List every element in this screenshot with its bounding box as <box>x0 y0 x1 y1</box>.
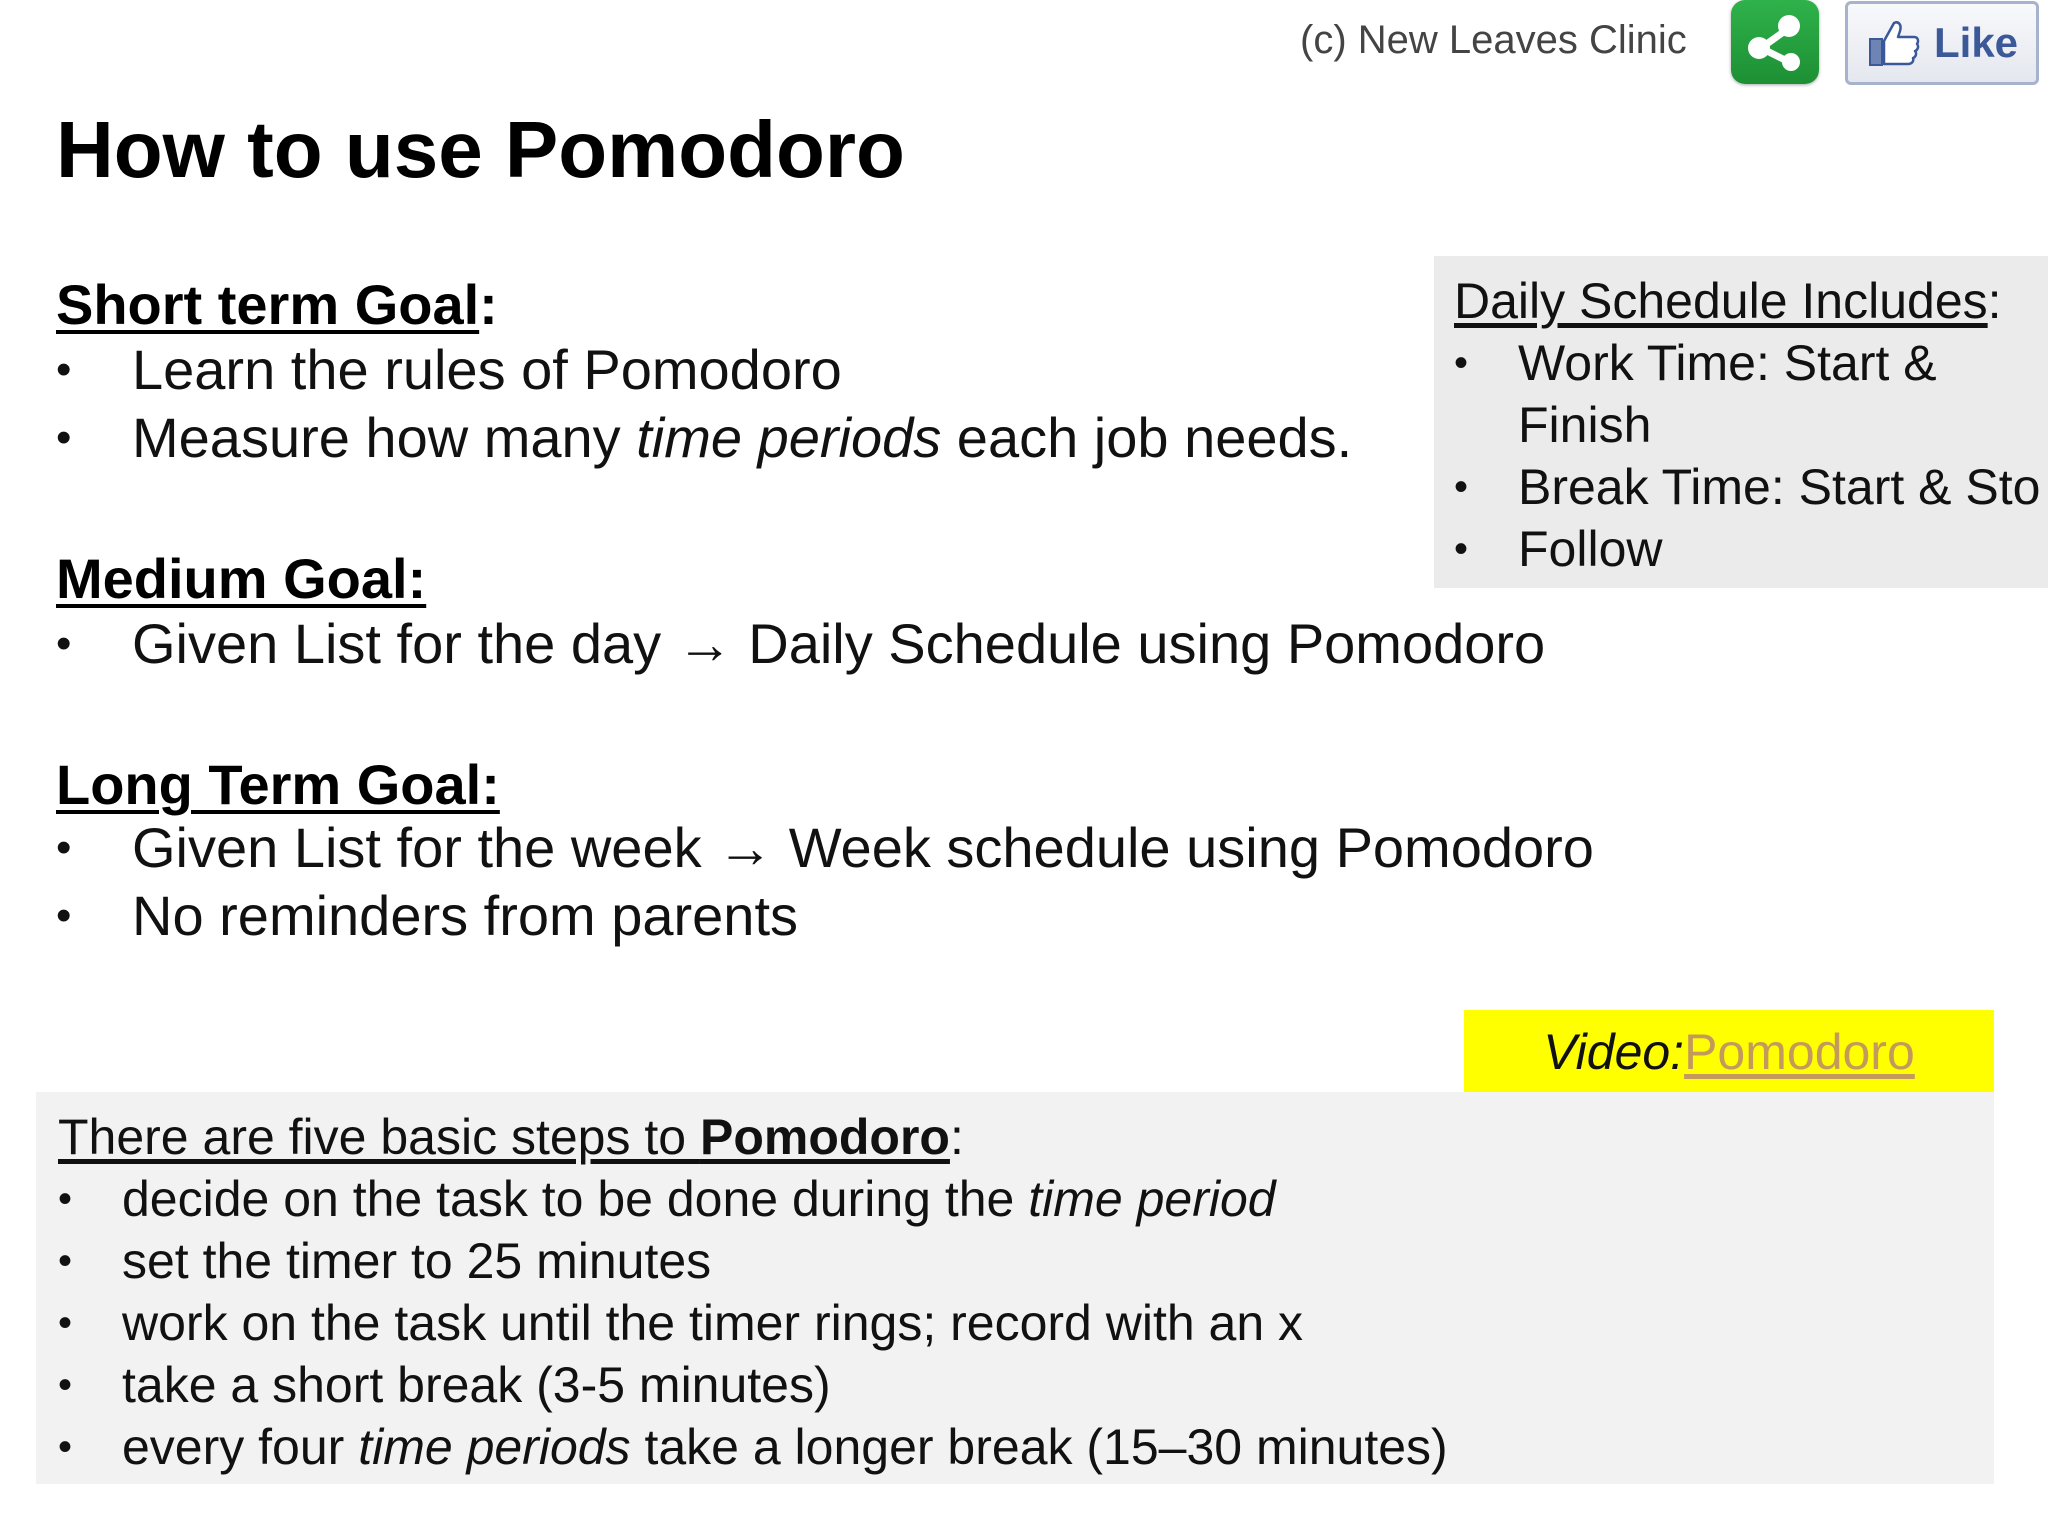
short-term-item-2-before: Measure how many <box>132 406 637 469</box>
list-item <box>58 1230 1448 1292</box>
daily-schedule-item-1-cont: Finish <box>1518 397 1652 453</box>
bullet: • <box>1454 527 1469 571</box>
daily-schedule-title-text: Daily Schedule Includes <box>1454 273 1988 329</box>
list-item <box>1454 518 2040 580</box>
step-2-before: set the timer to 25 minutes <box>122 1233 712 1289</box>
arrow-icon: → <box>717 816 774 879</box>
steps-title <box>58 1108 964 1166</box>
video-link[interactable]: Pomodoro <box>1684 1024 1915 1080</box>
like-label: Like <box>1934 19 2019 66</box>
short-term-heading <box>56 272 498 337</box>
medium-item-before: Given List for the day <box>132 612 677 675</box>
step-5-italic: time periods <box>358 1419 631 1475</box>
long-term-heading <box>56 752 500 817</box>
long-term-list <box>56 814 1594 950</box>
medium-goal-heading-text: Medium Goal: <box>56 547 427 610</box>
steps-title-underlined <box>58 1109 950 1165</box>
list-item <box>56 336 1352 404</box>
page-title: How to use Pomodoro <box>56 105 905 194</box>
list-item <box>58 1292 1448 1354</box>
short-term-item-1: Learn the rules of Pomodoro <box>132 338 842 401</box>
bullet: • <box>1454 465 1469 509</box>
long-term-item-1-before: Given List for the week <box>132 816 718 879</box>
list-item <box>58 1354 1448 1416</box>
daily-schedule-item-1: Work Time: Start & <box>1518 335 1937 391</box>
list-item <box>58 1168 1448 1230</box>
bullet: • <box>56 345 72 394</box>
bullet: • <box>58 1301 73 1345</box>
bullet: • <box>58 1425 73 1469</box>
list-item <box>1454 456 2040 518</box>
bullet: • <box>58 1239 73 1283</box>
list-item <box>58 1416 1448 1478</box>
steps-title-bold: Pomodoro <box>699 1109 950 1165</box>
like-button[interactable] <box>1845 1 2039 85</box>
bullet: • <box>56 413 72 462</box>
bullet: • <box>58 1177 73 1221</box>
short-term-heading-text: Short term Goal <box>56 273 480 336</box>
daily-schedule-title <box>1454 272 2002 330</box>
short-term-item-2-after: each job needs. <box>941 406 1353 469</box>
long-term-heading-text: Long Term Goal: <box>56 753 500 816</box>
share-icon <box>1731 0 1819 84</box>
list-item <box>1454 332 2040 394</box>
daily-schedule-list <box>1454 332 2040 580</box>
steps-title-colon: : <box>949 1109 964 1165</box>
steps-title-before: There are five basic steps to <box>58 1109 700 1165</box>
bullet: • <box>56 823 72 872</box>
bullet: • <box>1454 341 1469 385</box>
step-4-before: take a short break (3-5 minutes) <box>122 1357 831 1413</box>
step-5-after: take a longer break (15–30 minutes) <box>630 1419 1448 1475</box>
daily-schedule-item-3: Follow <box>1518 521 1663 577</box>
long-term-item-2: No reminders from parents <box>132 884 799 947</box>
steps-box <box>36 1092 1994 1484</box>
bullet: • <box>56 891 72 940</box>
daily-schedule-box <box>1434 256 2048 588</box>
thumbs-up-icon <box>1868 19 1920 67</box>
list-item <box>56 404 1352 472</box>
medium-goal-heading <box>56 546 426 611</box>
video-label: Video: <box>1543 1024 1685 1080</box>
medium-goal-list <box>56 610 1545 678</box>
share-button[interactable] <box>1731 0 1819 84</box>
step-1-before: decide on the task to be done during the <box>122 1171 1029 1227</box>
copyright-text: (c) New Leaves Clinic <box>1300 18 1687 62</box>
bullet: • <box>58 1363 73 1407</box>
short-term-heading-colon: : <box>479 273 498 336</box>
step-1-italic: time period <box>1028 1171 1276 1227</box>
short-term-list <box>56 336 1352 472</box>
short-term-item-2-italic: time periods <box>636 406 942 469</box>
long-term-item-1-after: Week schedule using Pomodoro <box>773 816 1594 879</box>
list-item <box>56 610 1545 678</box>
bullet: • <box>56 619 72 668</box>
video-box <box>1464 1010 1994 1094</box>
list-item-continuation <box>1454 394 2040 456</box>
list-item <box>56 882 1594 950</box>
step-5-before: every four <box>122 1419 359 1475</box>
daily-schedule-title-colon: : <box>1987 273 2002 329</box>
medium-item-after: Daily Schedule using Pomodoro <box>732 612 1546 675</box>
arrow-icon: → <box>676 612 733 675</box>
daily-schedule-item-2: Break Time: Start & Sto <box>1518 459 2041 515</box>
step-3-before: work on the task until the timer rings; record with an x <box>122 1295 1304 1351</box>
steps-list <box>58 1168 1448 1478</box>
list-item <box>56 814 1594 882</box>
